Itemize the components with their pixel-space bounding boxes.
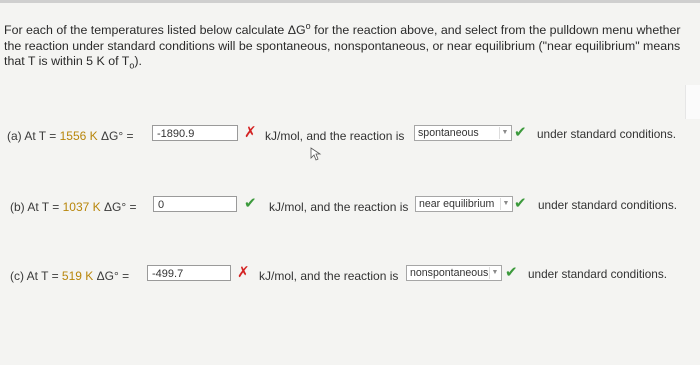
chevron-down-icon: ▼ — [489, 267, 500, 279]
reaction-type-select[interactable] — [414, 125, 512, 141]
reaction-type-select[interactable] — [415, 196, 513, 212]
select-value: spontaneous — [418, 127, 479, 139]
question-row-a — [0, 125, 700, 147]
units-text: kJ/mol, and the reaction is — [269, 200, 409, 214]
chevron-down-icon: ▼ — [500, 198, 511, 210]
units-text: kJ/mol, and the reaction is — [259, 269, 399, 283]
delta-g-input[interactable]: -499.7 — [147, 265, 231, 281]
reaction-type-select[interactable] — [406, 265, 502, 281]
top-border — [0, 0, 700, 3]
question-label: (c) At T = 519 K ΔG° = — [10, 269, 130, 283]
check-icon: ✔ — [514, 195, 527, 212]
mouse-cursor-icon — [310, 147, 322, 161]
chevron-down-icon: ▼ — [499, 127, 510, 139]
units-text: kJ/mol, and the reaction is — [265, 129, 405, 143]
question-row-c — [0, 265, 700, 287]
conditions-text: under standard conditions. — [538, 198, 678, 212]
temperature-value: 1037 K — [62, 200, 101, 214]
delta-g-input[interactable]: -1890.9 — [152, 125, 238, 141]
scrollbar[interactable] — [685, 85, 700, 119]
check-icon: ✔ — [505, 264, 518, 281]
cross-icon: ✗ — [237, 264, 250, 281]
temperature-value: 519 K — [61, 269, 94, 283]
question-label: (a) At T = 1556 K ΔG° = — [7, 129, 134, 143]
conditions-text: under standard conditions. — [537, 127, 677, 141]
temperature-value: 1556 K — [59, 129, 98, 143]
select-value: nonspontaneous — [410, 267, 489, 279]
question-label: (b) At T = 1037 K ΔG° = — [10, 200, 137, 214]
delta-g-input[interactable]: 0 — [153, 196, 237, 212]
question-row-b — [0, 196, 700, 218]
select-value: near equilibrium — [419, 198, 495, 210]
check-icon: ✔ — [514, 124, 527, 141]
check-icon: ✔ — [244, 195, 257, 212]
question-instructions: For each of the temperatures listed below calculate $\Delta G^o$ for the reaction above, and select from the pulldown menu whether the reaction under standard conditions will be spontaneous, nonspontaneous, or near equilibrium ("near equilibrium" means that T is within 5 K of $T_o$). — [4, 21, 681, 71]
conditions-text: under standard conditions. — [528, 267, 668, 281]
cross-icon: ✗ — [244, 124, 257, 141]
